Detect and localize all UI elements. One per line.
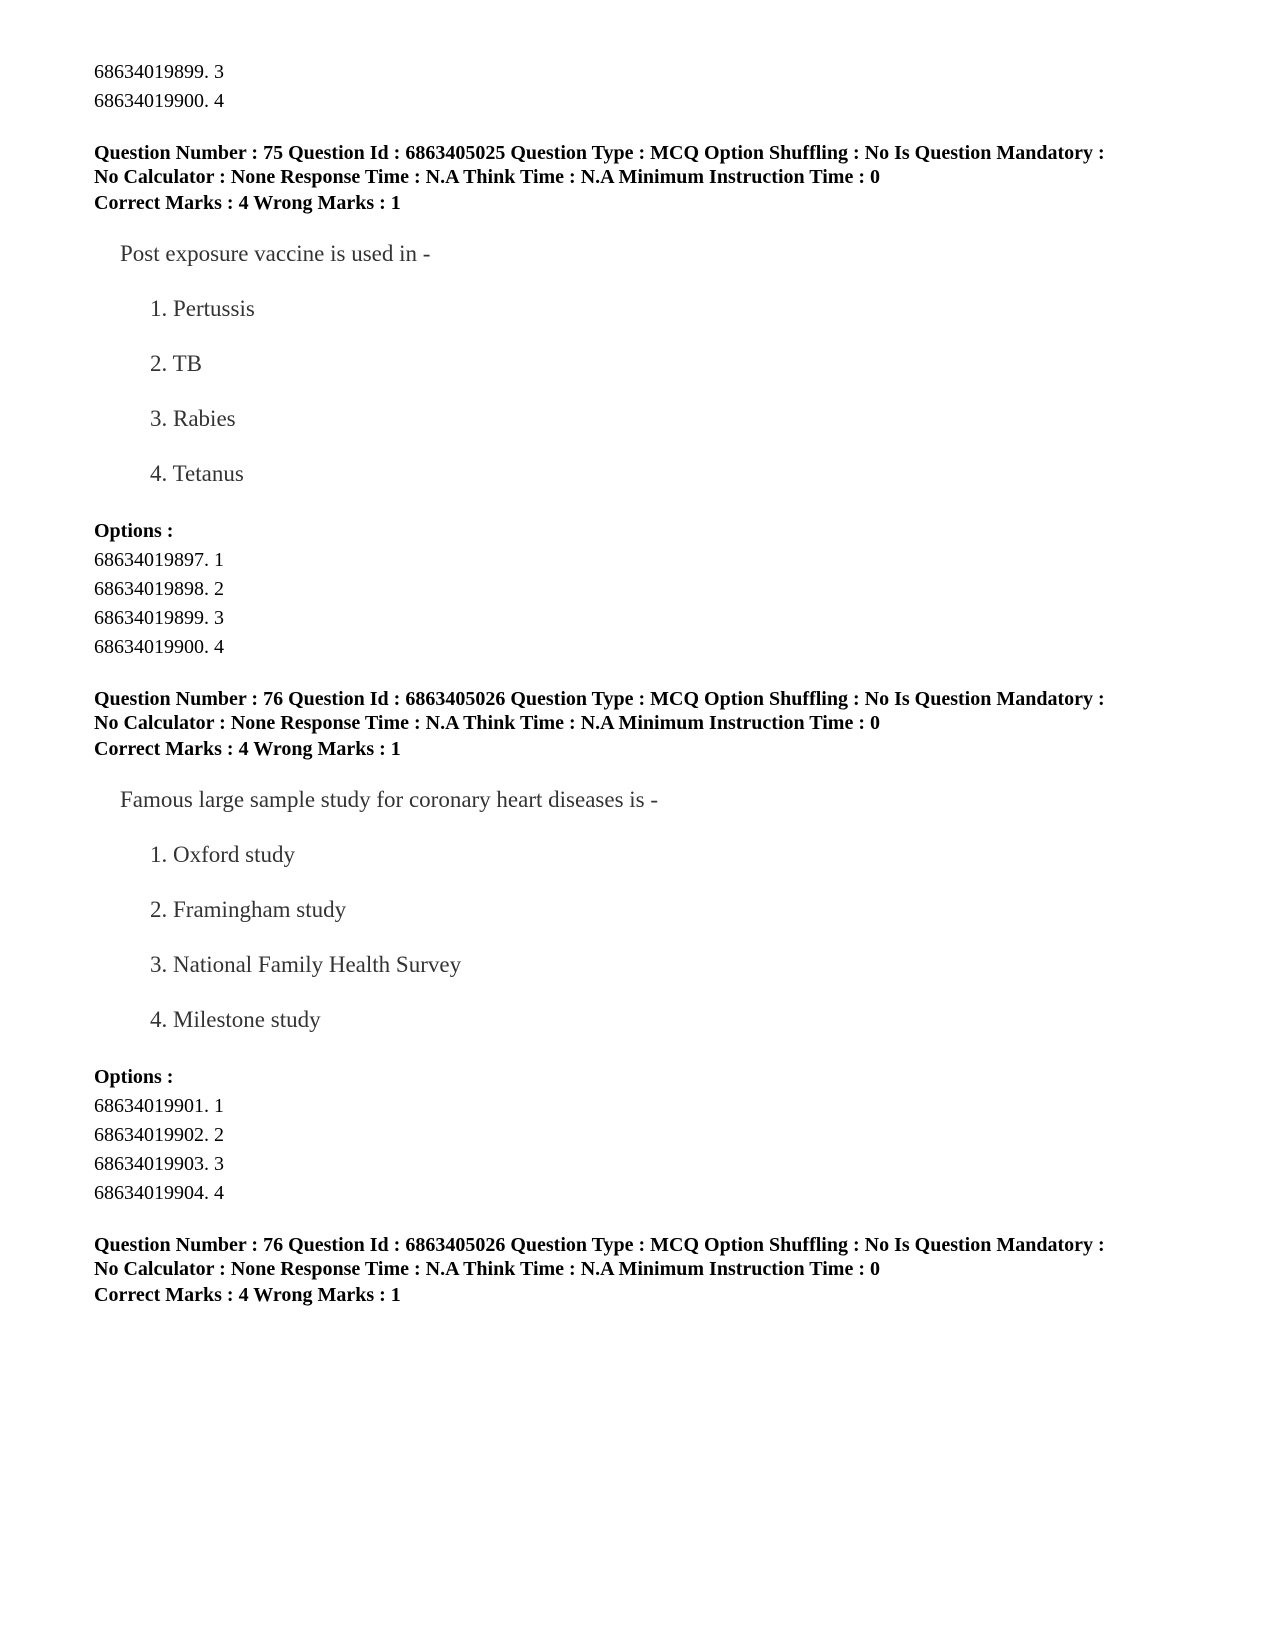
- next-question-header: [94, 1233, 1214, 1310]
- question-marks: Correct Marks : 4 Wrong Marks : 1: [94, 1284, 401, 1306]
- question-marks: Correct Marks : 4 Wrong Marks : 1: [94, 738, 401, 760]
- option-line: 68634019900. 4: [94, 636, 224, 658]
- option-line: 68634019901. 1: [94, 1095, 224, 1117]
- answer-choice: 3. National Family Health Survey: [150, 952, 462, 977]
- question-marks: Correct Marks : 4 Wrong Marks : 1: [94, 192, 401, 214]
- option-line: 68634019904. 4: [94, 1182, 224, 1204]
- answer-choice: 2. Framingham study: [150, 897, 347, 922]
- options-heading: Options :: [94, 520, 174, 542]
- option-line: 68634019900. 4: [94, 90, 224, 112]
- options-heading: Options :: [94, 1066, 174, 1088]
- answer-choice: 1. Oxford study: [150, 842, 296, 867]
- question-content: [94, 240, 1214, 488]
- answer-choice: 1. Pertussis: [150, 296, 255, 321]
- answer-choice: 4. Milestone study: [150, 1007, 321, 1032]
- question-meta-line-2: No Calculator : None Response Time : N.A Think Time : N.A Minimum Instruction Time : 0: [94, 712, 880, 734]
- question-block-76: [94, 687, 1214, 1208]
- question-meta-line-1: Question Number : 76 Question Id : 6863405026 Question Type : MCQ Option Shuffling : No Is Question Mandatory :: [94, 1234, 1105, 1256]
- answer-choice: 4. Tetanus: [150, 461, 244, 486]
- question-meta-line-1: Question Number : 76 Question Id : 6863405026 Question Type : MCQ Option Shuffling : No Is Question Mandatory :: [94, 688, 1105, 710]
- document-page: [94, 58, 1214, 1310]
- question-stem: Post exposure vaccine is used in -: [120, 241, 431, 266]
- question-meta-line-1: Question Number : 75 Question Id : 6863405025 Question Type : MCQ Option Shuffling : No Is Question Mandatory :: [94, 142, 1105, 164]
- answer-choice: 3. Rabies: [150, 406, 236, 431]
- previous-question-options-tail: [94, 58, 1214, 116]
- question-meta-line-2: No Calculator : None Response Time : N.A Think Time : N.A Minimum Instruction Time : 0: [94, 1258, 880, 1280]
- option-line: 68634019899. 3: [94, 607, 224, 629]
- question-stem: Famous large sample study for coronary heart diseases is -: [120, 787, 659, 812]
- option-line: 68634019897. 1: [94, 549, 224, 571]
- option-line: 68634019899. 3: [94, 61, 224, 83]
- question-meta-line-2: No Calculator : None Response Time : N.A Think Time : N.A Minimum Instruction Time : 0: [94, 166, 880, 188]
- option-line: 68634019898. 2: [94, 578, 224, 600]
- answer-choice: 2. TB: [150, 351, 202, 376]
- question-content: [94, 786, 1214, 1034]
- question-block-75: [94, 141, 1214, 662]
- option-line: 68634019902. 2: [94, 1124, 224, 1146]
- option-line: 68634019903. 3: [94, 1153, 224, 1175]
